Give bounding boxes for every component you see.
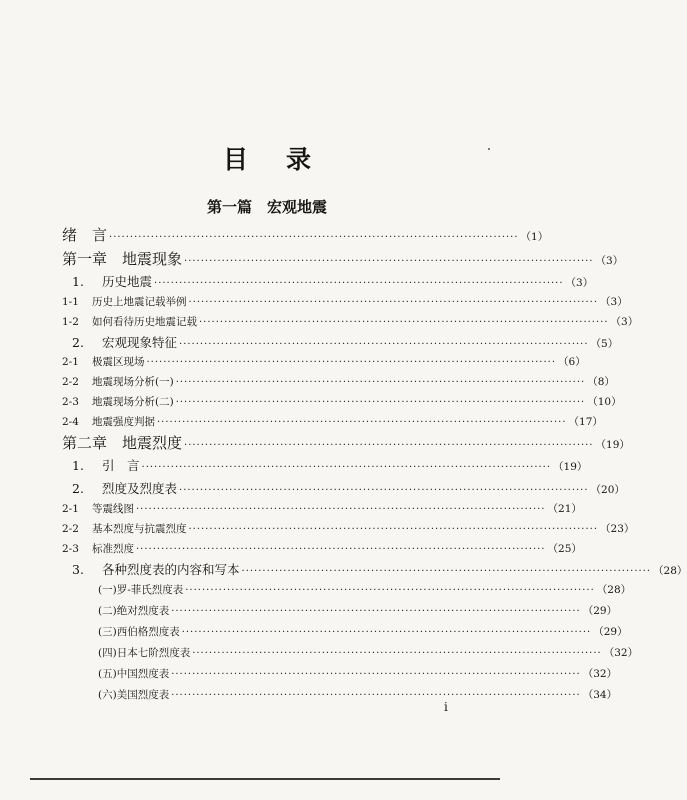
toc-entry-label: 绪 言 bbox=[62, 226, 108, 244]
toc-entry-item[interactable] bbox=[62, 582, 632, 597]
toc-entry-page: （3） bbox=[610, 316, 639, 328]
toc-entry-item[interactable] bbox=[62, 645, 639, 660]
toc-entry-label: 基本烈度与抗震烈度 bbox=[92, 523, 187, 535]
toc-entry-number: 2-1 bbox=[62, 356, 79, 368]
toc-entry-section[interactable] bbox=[62, 456, 588, 474]
dot-leader: ·································································································· bbox=[171, 690, 581, 701]
toc-entry-page: （32） bbox=[582, 668, 618, 680]
toc-entry-page: （19） bbox=[553, 461, 588, 473]
dot-leader: ·································································································· bbox=[184, 440, 594, 451]
toc-entry-label: 各种烈度表的内容和写本 bbox=[102, 562, 240, 577]
scan-speck bbox=[488, 148, 490, 150]
toc-entry-label: (四)日本七阶烈度表 bbox=[98, 647, 191, 659]
toc-entry-label: 地震强度判据 bbox=[92, 416, 155, 428]
toc-entry-subsection[interactable] bbox=[62, 521, 635, 536]
toc-entry-page: （28） bbox=[596, 584, 632, 596]
toc-entry-number: 2-1 bbox=[62, 503, 79, 515]
toc-entry-chapter-2[interactable] bbox=[62, 432, 630, 453]
toc-entry-number: 3. bbox=[72, 562, 84, 577]
dot-leader: ·································································································· bbox=[109, 232, 519, 243]
toc-entry-page: （29） bbox=[582, 605, 618, 617]
toc-entry-label: 第一章 地震现象 bbox=[62, 250, 183, 268]
toc-entry-number: 2. bbox=[72, 481, 84, 496]
dot-leader: ·································································································· bbox=[146, 357, 557, 368]
toc-entry-label: 等震线图 bbox=[92, 503, 134, 515]
toc-entry-number: 1-2 bbox=[62, 316, 79, 328]
toc-entry-page: （3） bbox=[600, 296, 628, 308]
toc-entry-label: 历史地震 bbox=[102, 274, 153, 289]
page-title bbox=[0, 140, 534, 176]
toc-entry-section[interactable] bbox=[62, 272, 594, 290]
toc-entry-page: （6） bbox=[558, 356, 586, 368]
toc-entry-subsection[interactable] bbox=[62, 501, 582, 516]
dot-leader: ·································································································· bbox=[179, 485, 589, 496]
toc-entry-page: （3） bbox=[565, 277, 594, 289]
toc-entry-page: （28） bbox=[653, 565, 687, 577]
toc-entry-subsection[interactable] bbox=[62, 414, 603, 429]
toc-entry-page: （17） bbox=[568, 416, 603, 428]
toc-entry-number: 1. bbox=[72, 458, 84, 473]
toc-entry-label: (三)西伯格烈度表 bbox=[98, 626, 180, 638]
toc-entry-number: 2-2 bbox=[62, 376, 79, 388]
toc-entry-item[interactable] bbox=[62, 624, 628, 639]
toc-entry-section[interactable] bbox=[62, 560, 687, 578]
toc-entry-page: （19） bbox=[595, 439, 630, 451]
toc-entry-preface[interactable] bbox=[62, 224, 549, 245]
toc-entry-label: (一)罗-菲氏烈度表 bbox=[98, 584, 184, 596]
toc-entry-number: 2-4 bbox=[62, 416, 79, 428]
toc-entry-label: 如何看待历史地震记载 bbox=[92, 316, 197, 328]
toc-entry-item[interactable] bbox=[62, 603, 618, 618]
toc-entry-label: 宏观现象特征 bbox=[102, 335, 178, 350]
toc-entry-page: （1） bbox=[520, 231, 549, 243]
dot-leader: ·································································································· bbox=[179, 339, 589, 350]
toc-entry-label: 历史上地震记载举例 bbox=[92, 296, 187, 308]
toc-entry-page: （10） bbox=[587, 396, 622, 408]
toc-entry-number: 2. bbox=[72, 335, 84, 350]
dot-leader: ·································································································· bbox=[141, 462, 552, 473]
dot-leader: ·································································································· bbox=[185, 585, 595, 596]
toc-entry-label: 第二章 地震烈度 bbox=[62, 434, 183, 452]
toc-entry-subsection[interactable] bbox=[62, 541, 582, 556]
toc-entry-label: (六)美国烈度表 bbox=[98, 689, 170, 701]
toc-entry-number: 1-1 bbox=[62, 296, 79, 308]
toc-entry-number: 1. bbox=[72, 274, 84, 289]
toc-entry-item[interactable] bbox=[62, 687, 618, 702]
toc-entry-label: 极震区现场 bbox=[92, 356, 145, 368]
dot-leader: ·································································································· bbox=[199, 317, 609, 328]
toc-entry-subsection[interactable] bbox=[62, 314, 639, 329]
dot-leader: ·································································································· bbox=[154, 278, 564, 289]
part-heading: 第一篇 宏观地震 bbox=[206, 198, 327, 216]
dot-leader: ·································································································· bbox=[175, 377, 586, 388]
toc-entry-page: （8） bbox=[587, 376, 615, 388]
bottom-rule bbox=[30, 778, 500, 780]
toc-entry-page: （34） bbox=[582, 689, 618, 701]
dot-leader: ·································································································· bbox=[171, 669, 581, 680]
dot-leader: ·································································································· bbox=[175, 397, 586, 408]
toc-entry-subsection[interactable] bbox=[62, 374, 615, 389]
toc-entry-number: 2-3 bbox=[62, 396, 79, 408]
toc-entry-page: （5） bbox=[590, 338, 619, 350]
toc-entry-chapter-1[interactable] bbox=[62, 248, 624, 269]
toc-entry-label: 烈度及烈度表 bbox=[102, 481, 178, 496]
toc-entry-page: （29） bbox=[593, 626, 628, 638]
toc-entry-subsection[interactable] bbox=[62, 294, 628, 309]
toc-entry-section[interactable] bbox=[62, 333, 619, 351]
toc-entry-subsection[interactable] bbox=[62, 394, 622, 409]
toc-entry-number: 2-3 bbox=[62, 543, 79, 555]
toc-entry-page: （32） bbox=[603, 647, 639, 659]
dot-leader: ·································································································· bbox=[171, 606, 581, 617]
dot-leader: ·································································································· bbox=[192, 648, 602, 659]
toc-entry-page: （23） bbox=[600, 523, 635, 535]
toc-entry-label: (五)中国烈度表 bbox=[98, 668, 170, 680]
toc-entry-label: 地震现场分析(一) bbox=[92, 376, 174, 388]
toc-entry-number: 2-2 bbox=[62, 523, 79, 535]
dot-leader: ·································································································· bbox=[136, 504, 546, 515]
title-char-2: 录 bbox=[286, 145, 312, 174]
page-number: i bbox=[444, 700, 448, 714]
toc-entry-label: (二)绝对烈度表 bbox=[98, 605, 170, 617]
title-char-1: 目 bbox=[222, 145, 248, 174]
dot-leader: ·································································································· bbox=[136, 544, 546, 555]
toc-entry-subsection[interactable] bbox=[62, 354, 586, 369]
dot-leader: ·································································································· bbox=[188, 297, 599, 308]
dot-leader: ·································································································· bbox=[157, 417, 567, 428]
toc-entry-section[interactable] bbox=[62, 479, 625, 497]
toc-entry-label: 引 言 bbox=[102, 458, 140, 473]
toc-entry-label: 标准烈度 bbox=[92, 543, 134, 555]
toc-entry-page: （20） bbox=[590, 484, 625, 496]
dot-leader: ·································································································· bbox=[181, 627, 592, 638]
dot-leader: ·································································································· bbox=[188, 524, 599, 535]
toc-entry-item[interactable] bbox=[62, 666, 618, 681]
toc-entry-page: （21） bbox=[547, 503, 582, 515]
toc-entry-page: （25） bbox=[547, 543, 582, 555]
toc-entry-label: 地震现场分析(二) bbox=[92, 396, 174, 408]
toc-entry-page: （3） bbox=[595, 255, 624, 267]
dot-leader: ·································································································· bbox=[184, 256, 594, 267]
dot-leader: ·································································································· bbox=[241, 566, 652, 577]
